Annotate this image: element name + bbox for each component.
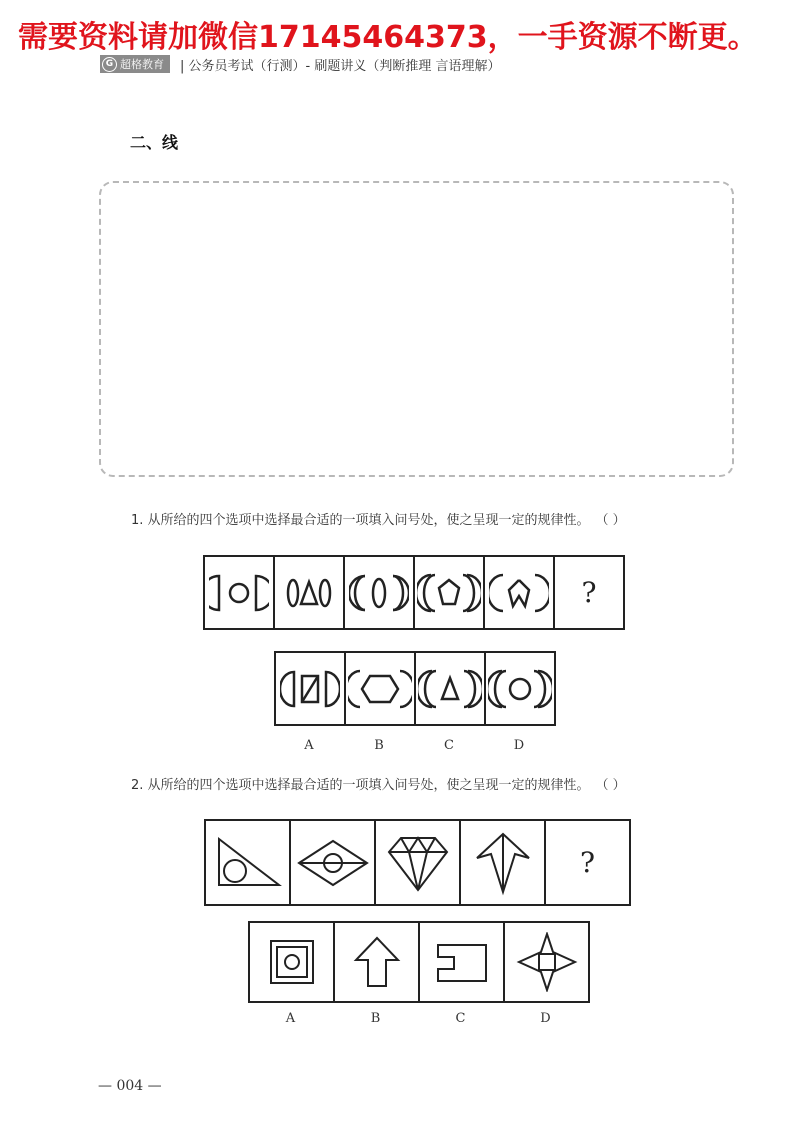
q1-question-cell xyxy=(553,555,625,630)
question-1-stem: 1. 从所给的四个选项中选择最合适的一项填入问号处，使之呈现一定的规律性。 xyxy=(131,513,590,528)
watermark-text: 需要资料请加微信17145464373，一手资源不断更。 xyxy=(18,20,758,55)
q2-option-c[interactable] xyxy=(418,921,505,1003)
q2-question-cell xyxy=(544,819,631,906)
q1-figure-3 xyxy=(343,555,415,630)
q1-figure-1-shape xyxy=(209,568,269,618)
notes-box xyxy=(99,181,734,477)
page-number: — 004 — xyxy=(98,1078,162,1094)
logo-text: 超格教育 xyxy=(120,58,164,71)
q1-label-d: D xyxy=(513,738,525,753)
q1-option-labels xyxy=(274,738,554,753)
q1-figure-2 xyxy=(273,555,345,630)
q1-question-mark: ? xyxy=(581,576,597,609)
q2-figure-2 xyxy=(289,819,376,906)
question-1-answer-blank: （ ） xyxy=(595,513,626,528)
question-1-stem-figures xyxy=(203,555,625,630)
question-2-text xyxy=(131,774,626,793)
question-2-answer-blank: （ ） xyxy=(595,778,626,793)
q1-option-a[interactable] xyxy=(274,651,346,726)
q2-figure-3 xyxy=(374,819,461,906)
q2-label-c: C xyxy=(455,1011,466,1026)
brand-logo xyxy=(100,55,170,73)
q1-figure-1 xyxy=(203,555,275,630)
q1-option-c[interactable] xyxy=(414,651,486,726)
q1-figure-5 xyxy=(483,555,555,630)
page-header xyxy=(100,55,500,73)
header-title: | 公务员考试（行测）- 刷题讲义（判断推理 言语理解） xyxy=(180,58,501,74)
logo-g-icon: G xyxy=(102,57,117,72)
q1-option-d[interactable] xyxy=(484,651,556,726)
question-2-options xyxy=(248,921,590,1003)
q1-option-b[interactable] xyxy=(344,651,416,726)
q1-label-a: A xyxy=(304,738,314,753)
section-title: 二、线 xyxy=(130,133,179,152)
question-2-stem-figures xyxy=(204,819,631,906)
q2-figure-1 xyxy=(204,819,291,906)
q1-figure-4 xyxy=(413,555,485,630)
q2-label-d: D xyxy=(540,1011,551,1026)
q2-option-d[interactable] xyxy=(503,921,590,1003)
q2-label-b: B xyxy=(370,1011,381,1026)
q1-label-c: C xyxy=(444,738,454,753)
q1-label-b: B xyxy=(374,738,384,753)
q2-figure-4 xyxy=(459,819,546,906)
question-1-options xyxy=(274,651,556,726)
q2-option-a[interactable] xyxy=(248,921,335,1003)
q2-option-b[interactable] xyxy=(333,921,420,1003)
question-2-stem: 2. 从所给的四个选项中选择最合适的一项填入问号处，使之呈现一定的规律性。 xyxy=(131,778,590,793)
q2-option-labels xyxy=(248,1011,588,1026)
question-1-text xyxy=(131,509,626,528)
q2-question-mark: ? xyxy=(579,846,595,879)
q2-label-a: A xyxy=(285,1011,296,1026)
